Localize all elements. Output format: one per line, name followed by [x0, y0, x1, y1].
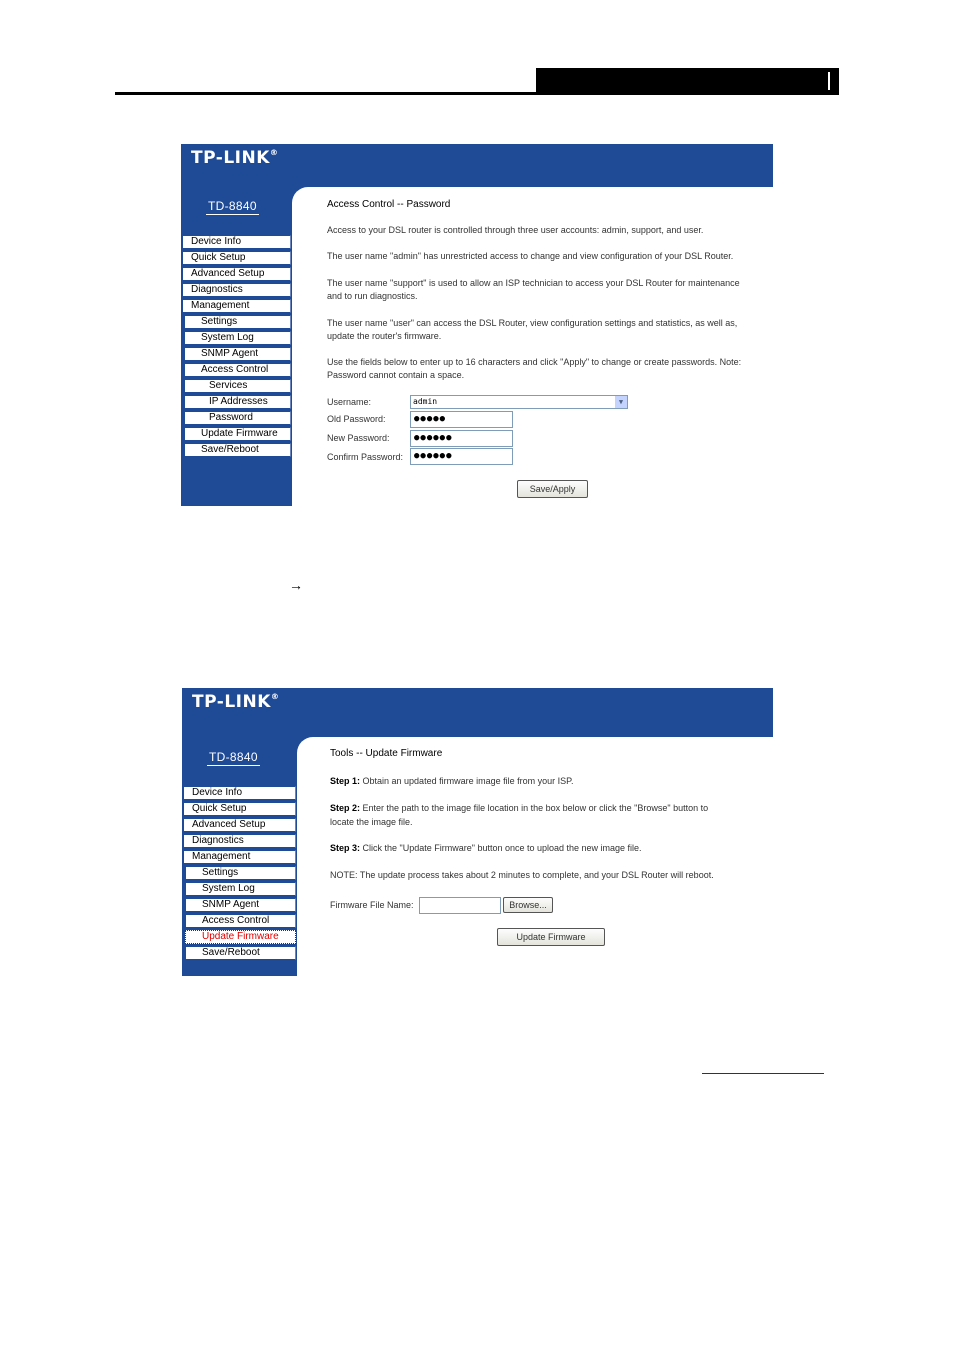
- page-title: Tools -- Update Firmware: [330, 748, 443, 759]
- instructions-text-2: Password cannot contain a space.: [327, 370, 465, 380]
- sidebar-item-quick-setup[interactable]: Quick Setup: [182, 251, 291, 265]
- sidebar-item-access-control[interactable]: Access Control: [185, 914, 296, 928]
- sidebar-item-save-reboot[interactable]: Save/Reboot: [185, 946, 296, 960]
- old-password-label: Old Password:: [327, 414, 386, 424]
- firmware-file-label: Firmware File Name:: [330, 900, 414, 910]
- sidebar-item-quick-setup[interactable]: Quick Setup: [183, 802, 296, 816]
- browse-button[interactable]: Browse...: [503, 897, 553, 913]
- sidebar-item-system-log[interactable]: System Log: [185, 882, 296, 896]
- note-text: NOTE: The update process takes about 2 minutes to complete, and your DSL Router will reboot.: [330, 870, 714, 880]
- sidebar-item-services[interactable]: Services: [184, 379, 291, 393]
- sidebar-item-diagnostics[interactable]: Diagnostics: [183, 834, 296, 848]
- confirm-password-field[interactable]: ●●●●●●: [410, 448, 513, 465]
- step-3-text: Step 3: Click the "Update Firmware" button once to upload the new image file.: [330, 843, 642, 853]
- user-text-2: update the router's firmware.: [327, 331, 442, 341]
- sidebar-menu: [183, 786, 296, 962]
- old-password-field[interactable]: ●●●●●: [410, 411, 513, 428]
- sidebar-item-advanced-setup[interactable]: Advanced Setup: [182, 267, 291, 281]
- sidebar-item-settings[interactable]: Settings: [185, 866, 296, 880]
- tp-link-logo: TP-LINK®: [191, 148, 279, 168]
- tp-link-logo: TP-LINK®: [192, 692, 280, 712]
- content-panel: [292, 187, 773, 506]
- sidebar-item-snmp-agent[interactable]: SNMP Agent: [185, 898, 296, 912]
- instructions-text-1: Use the fields below to enter up to 16 characters and click "Apply" to change or create passwords. Note:: [327, 357, 742, 367]
- confirm-password-label: Confirm Password:: [327, 452, 404, 462]
- update-firmware-button[interactable]: Update Firmware: [497, 928, 605, 946]
- intro-text: Access to your DSL router is controlled through three user accounts: admin, support, and user.: [327, 225, 704, 235]
- router-window-password: [181, 144, 773, 506]
- support-text-2: and to run diagnostics.: [327, 291, 418, 301]
- content-panel: [297, 737, 773, 976]
- page-title: Access Control -- Password: [327, 199, 451, 210]
- sidebar-item-device-info[interactable]: Device Info: [182, 235, 291, 249]
- doc-header-rule: [115, 92, 839, 95]
- firmware-file-input[interactable]: [419, 897, 501, 914]
- sidebar-item-system-log[interactable]: System Log: [184, 331, 291, 345]
- model-name: TD-8840: [209, 750, 258, 764]
- step-1-text: Step 1: Obtain an updated firmware image file from your ISP.: [330, 776, 574, 786]
- sidebar-item-snmp-agent[interactable]: SNMP Agent: [184, 347, 291, 361]
- sidebar-item-advanced-setup[interactable]: Advanced Setup: [183, 818, 296, 832]
- sidebar-item-update-firmware[interactable]: Update Firmware: [184, 427, 291, 441]
- username-label: Username:: [327, 397, 372, 407]
- user-text-1: The user name "user" can access the DSL Router, view configuration settings and statistics, as well as,: [327, 318, 738, 328]
- step-2-text-b: locate the image file.: [330, 817, 413, 827]
- sidebar-item-ip-addresses[interactable]: IP Addresses: [184, 395, 291, 409]
- sidebar-item-password[interactable]: Password: [184, 411, 291, 425]
- username-selected-value: admin: [413, 397, 438, 406]
- sidebar-item-diagnostics[interactable]: Diagnostics: [182, 283, 291, 297]
- hyperlink-underline[interactable]: [702, 1073, 824, 1074]
- sidebar-item-update-firmware[interactable]: Update Firmware: [185, 930, 296, 944]
- username-select[interactable]: [410, 395, 628, 409]
- admin-text: The user name "admin" has unrestricted access to change and view configuration of your DSL Router.: [327, 251, 734, 261]
- chevron-down-icon[interactable]: ▼: [615, 396, 627, 408]
- sidebar-item-management[interactable]: Management: [183, 850, 296, 864]
- save-apply-button[interactable]: Save/Apply: [517, 480, 588, 498]
- step-2-text: Step 2: Enter the path to the image file location in the box below or click the "Browse" button to: [330, 803, 709, 813]
- sidebar-item-save-reboot[interactable]: Save/Reboot: [184, 443, 291, 457]
- sidebar-menu: [182, 235, 291, 459]
- new-password-label: New Password:: [327, 433, 390, 443]
- model-name: TD-8840: [208, 199, 257, 213]
- doc-header-notch: [828, 72, 830, 90]
- doc-header-bar: [536, 68, 839, 94]
- sidebar-item-device-info[interactable]: Device Info: [183, 786, 296, 800]
- router-window-update-firmware: [182, 688, 773, 976]
- new-password-field[interactable]: ●●●●●●: [410, 430, 513, 447]
- sidebar-item-access-control[interactable]: Access Control: [184, 363, 291, 377]
- support-text-1: The user name "support" is used to allow an ISP technician to access your DSL Router for maintenance: [327, 278, 740, 288]
- sidebar-item-management[interactable]: Management: [182, 299, 291, 313]
- sidebar-item-settings[interactable]: Settings: [184, 315, 291, 329]
- arrow-right-icon: →: [289, 577, 303, 593]
